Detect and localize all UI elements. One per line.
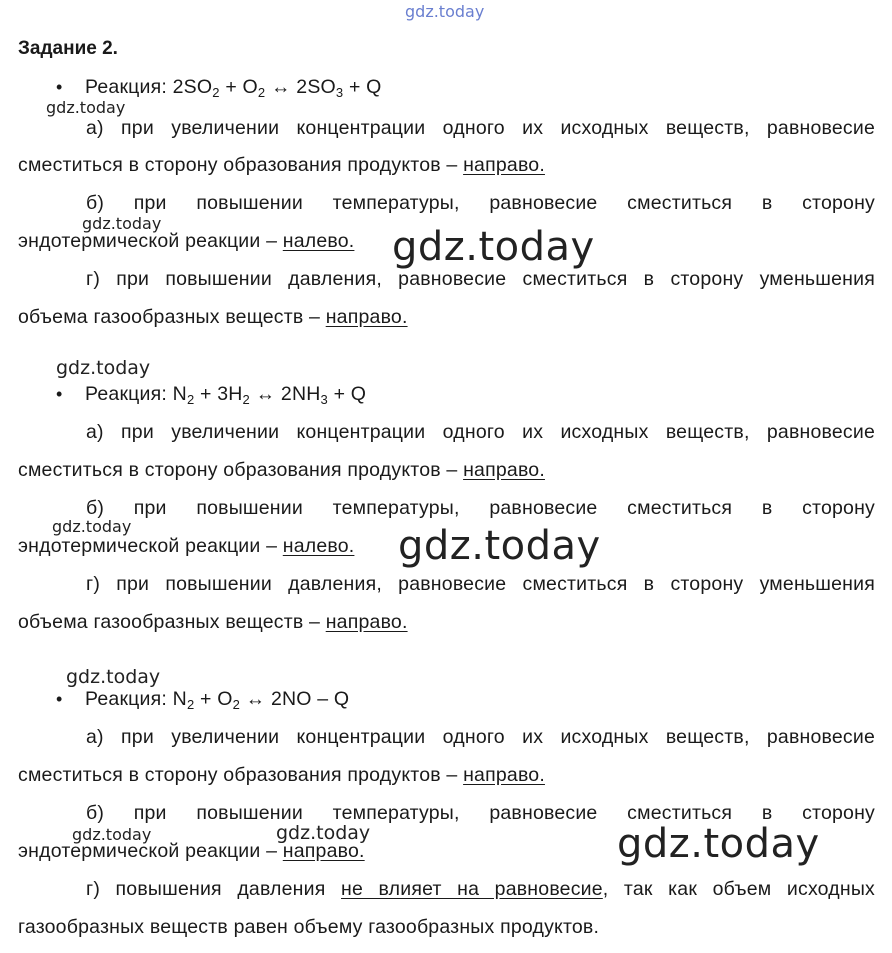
watermark-large: gdz.today: [398, 523, 601, 569]
answer-b-line1: б) при повышении температуры, равновесие сместиться в сторону: [86, 192, 875, 214]
answer-a-line1: а) при увеличении концентрации одного их исходных веществ, равновесие: [86, 726, 875, 748]
answer-b-line2: эндотермической реакции – налево.: [18, 535, 355, 557]
watermark: gdz.today: [82, 214, 162, 233]
watermark: gdz.today: [276, 822, 371, 844]
answer-b-line2: эндотермической реакции – направо.: [18, 840, 365, 862]
answer-g-line2: газообразных веществ равен объему газообразных продуктов.: [18, 916, 600, 938]
answer-b-line2: эндотермической реакции – налево.: [18, 230, 355, 252]
task-title: Задание 2.: [18, 38, 118, 59]
watermark: gdz.today: [56, 357, 151, 379]
answer-a-result: направо.: [463, 154, 545, 176]
watermark: gdz.today: [52, 517, 132, 536]
answer-g-line2: объема газообразных веществ – направо.: [18, 611, 408, 633]
answer-g-line1: г) при повышении давления, равновесие сместиться в сторону уменьшения: [86, 268, 875, 290]
answer-g-result: направо.: [325, 306, 408, 328]
answer-b-line1: б) при повышении температуры, равновесие сместиться в сторону: [86, 497, 875, 519]
answer-b-result: налево.: [282, 535, 355, 557]
watermark-large: gdz.today: [617, 821, 820, 867]
answer-g-result: направо.: [325, 611, 408, 633]
answer-b-line1: б) при повышении температуры, равновесие сместиться в сторону: [86, 802, 875, 824]
answer-a-result: направо.: [463, 459, 545, 481]
watermark-large: gdz.today: [392, 224, 595, 270]
answer-a-line2: сместиться в сторону образования продуктов – направо.: [18, 154, 545, 176]
watermark-top: gdz.today: [405, 2, 485, 21]
watermark: gdz.today: [46, 98, 126, 117]
answer-g-line2: объема газообразных веществ – направо.: [18, 306, 408, 328]
reaction-line: • Реакция: $N_2 + 3H_2$ ↔ $2NH_3 + Q$: [56, 383, 367, 407]
answer-a-result: направо.: [463, 764, 545, 786]
answer-a-line1: а) при увеличении концентрации одного их исходных веществ, равновесие: [86, 117, 875, 139]
watermark: gdz.today: [72, 825, 152, 844]
bullet: •: [56, 689, 63, 709]
watermark: gdz.today: [66, 666, 161, 688]
answer-a-line2: сместиться в сторону образования продуктов – направо.: [18, 459, 545, 481]
answer-b-result: направо.: [282, 840, 365, 862]
answer-a-line1: а) при увеличении концентрации одного их исходных веществ, равновесие: [86, 421, 875, 443]
reaction-line: • Реакция: $2SO_2 + O_2$ ↔ $2SO_3 + Q$: [56, 76, 382, 100]
answer-g-line1: г) повышения давления не влияет на равновесие, так как объем исходных: [86, 878, 875, 900]
answer-g-line1: г) при повышении давления, равновесие сместиться в сторону уменьшения: [86, 573, 875, 595]
reaction-line: • Реакция: $N_2 + O_2$ ↔ 2NO – Q: [56, 688, 350, 712]
answer-a-line2: сместиться в сторону образования продуктов – направо.: [18, 764, 545, 786]
answer-g-result: не влияет на равновесие: [341, 878, 603, 900]
bullet: •: [56, 77, 63, 97]
answer-b-result: налево.: [282, 230, 355, 252]
bullet: •: [56, 384, 63, 404]
